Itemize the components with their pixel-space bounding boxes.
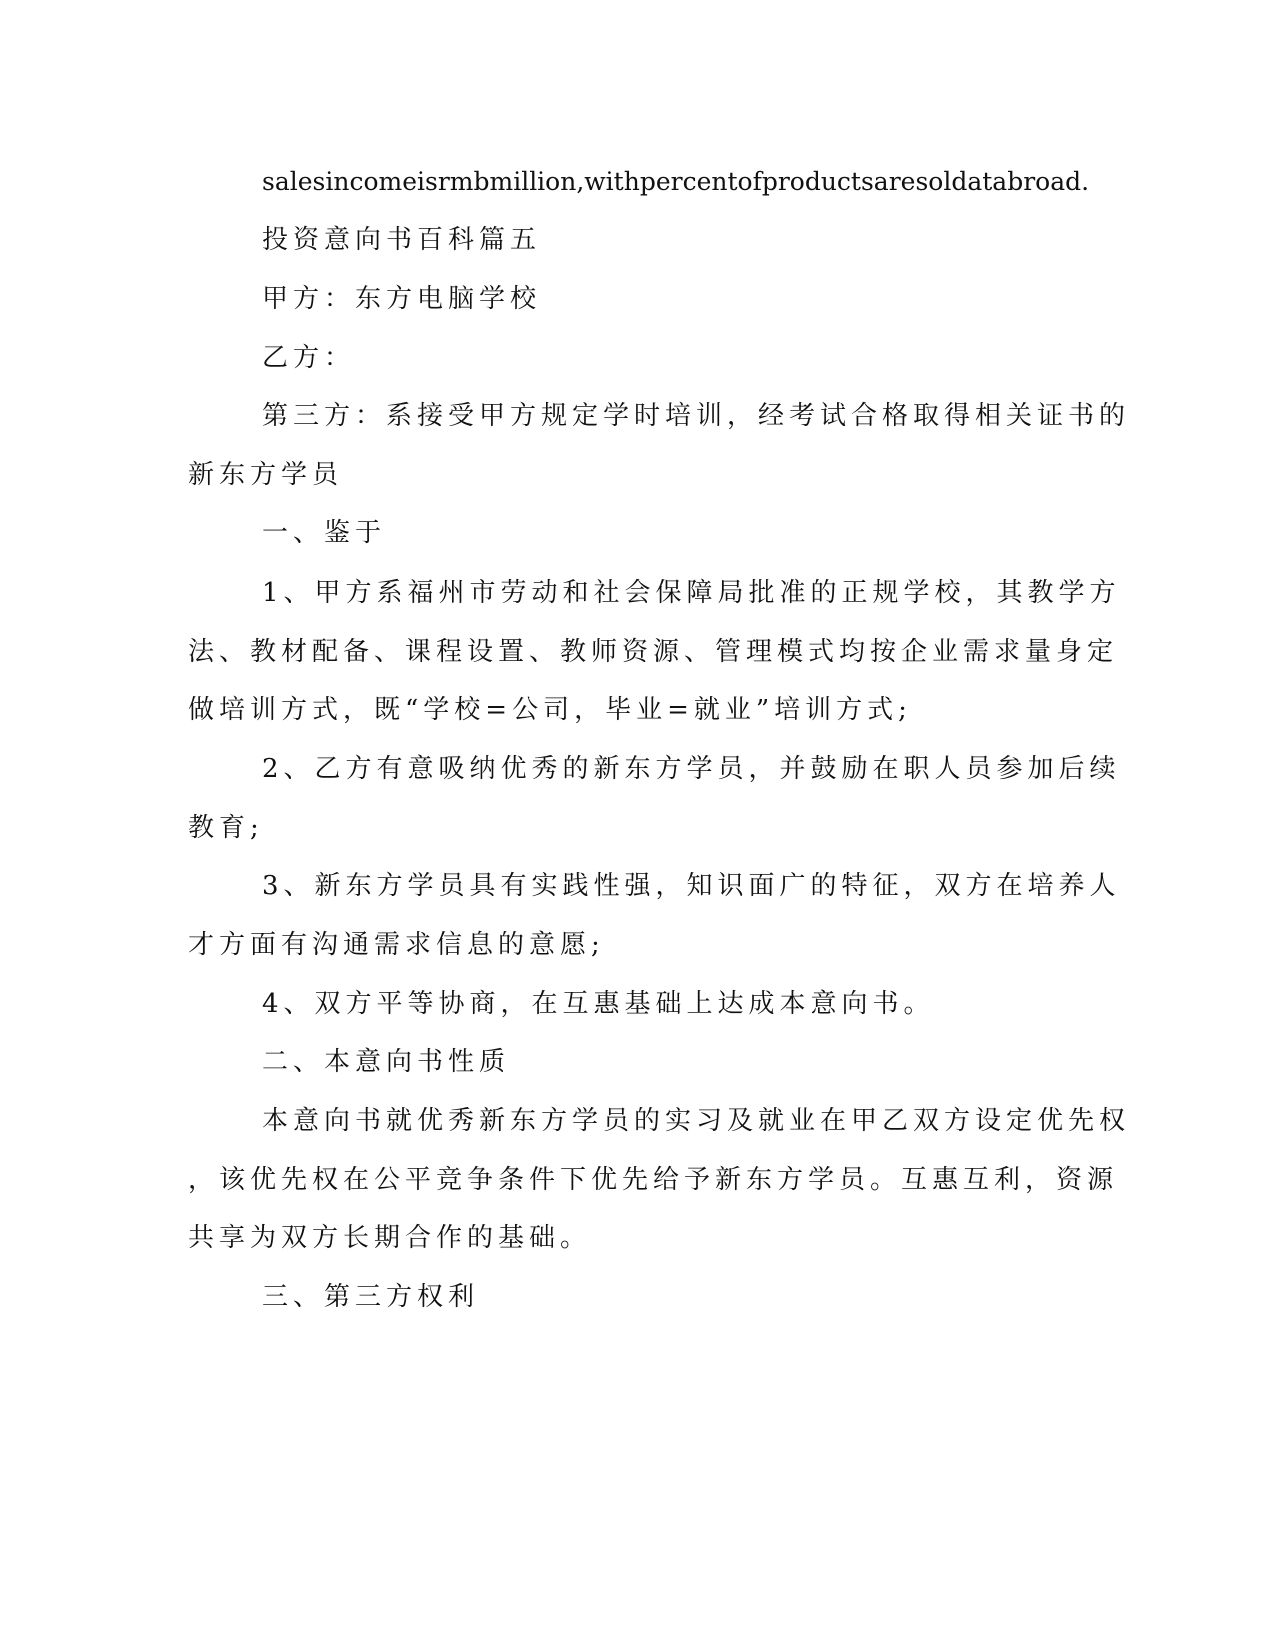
clause-4-line: 4、双方平等协商，在互惠基础上达成本意向书。 <box>262 989 935 1019</box>
section-heading-whereas: 一、鉴于 <box>262 518 387 548</box>
clause-1-line-3: 做培训方式，既“学校=公司，毕业=就业”培训方式; <box>188 695 912 725</box>
nature-paragraph-line-3: 共享为双方长期合作的基础。 <box>188 1223 592 1253</box>
party-b-line: 乙方： <box>262 343 356 373</box>
section-heading-nature: 二、本意向书性质 <box>262 1047 511 1077</box>
clause-2-line-1: 2、乙方有意吸纳优秀的新东方学员，并鼓励在职人员参加后续 <box>262 754 1121 784</box>
nature-paragraph-line-2: ，该优先权在公平竞争条件下优先给予新东方学员。互惠互利，资源 <box>188 1165 1119 1195</box>
third-party-line-cont: 新东方学员 <box>188 460 344 490</box>
third-party-line: 第三方：系接受甲方规定学时培训，经考试合格取得相关证书的 <box>262 401 1131 431</box>
clause-3-line-2: 才方面有沟通需求信息的意愿; <box>188 930 605 960</box>
nature-paragraph-line-1: 本意向书就优秀新东方学员的实习及就业在甲乙双方设定优先权 <box>262 1106 1131 1136</box>
section-heading-third-party-rights: 三、第三方权利 <box>262 1282 480 1312</box>
clause-2-line-2: 教育; <box>188 813 264 843</box>
section-heading-part-five: 投资意向书百科篇五 <box>262 225 542 255</box>
clause-1-line-2: 法、教材配备、课程设置、教师资源、管理模式均按企业需求量身定 <box>188 637 1119 667</box>
text-line-sales-income: salesincomeisrmbmillion,withpercentofproductsaresoldatabroad. <box>262 167 1090 196</box>
clause-1-line-1: 1、甲方系福州市劳动和社会保障局批准的正规学校，其教学方 <box>262 578 1121 608</box>
party-a-line: 甲方：东方电脑学校 <box>262 284 542 314</box>
clause-3-line-1: 3、新东方学员具有实践性强，知识面广的特征，双方在培养人 <box>262 871 1121 901</box>
